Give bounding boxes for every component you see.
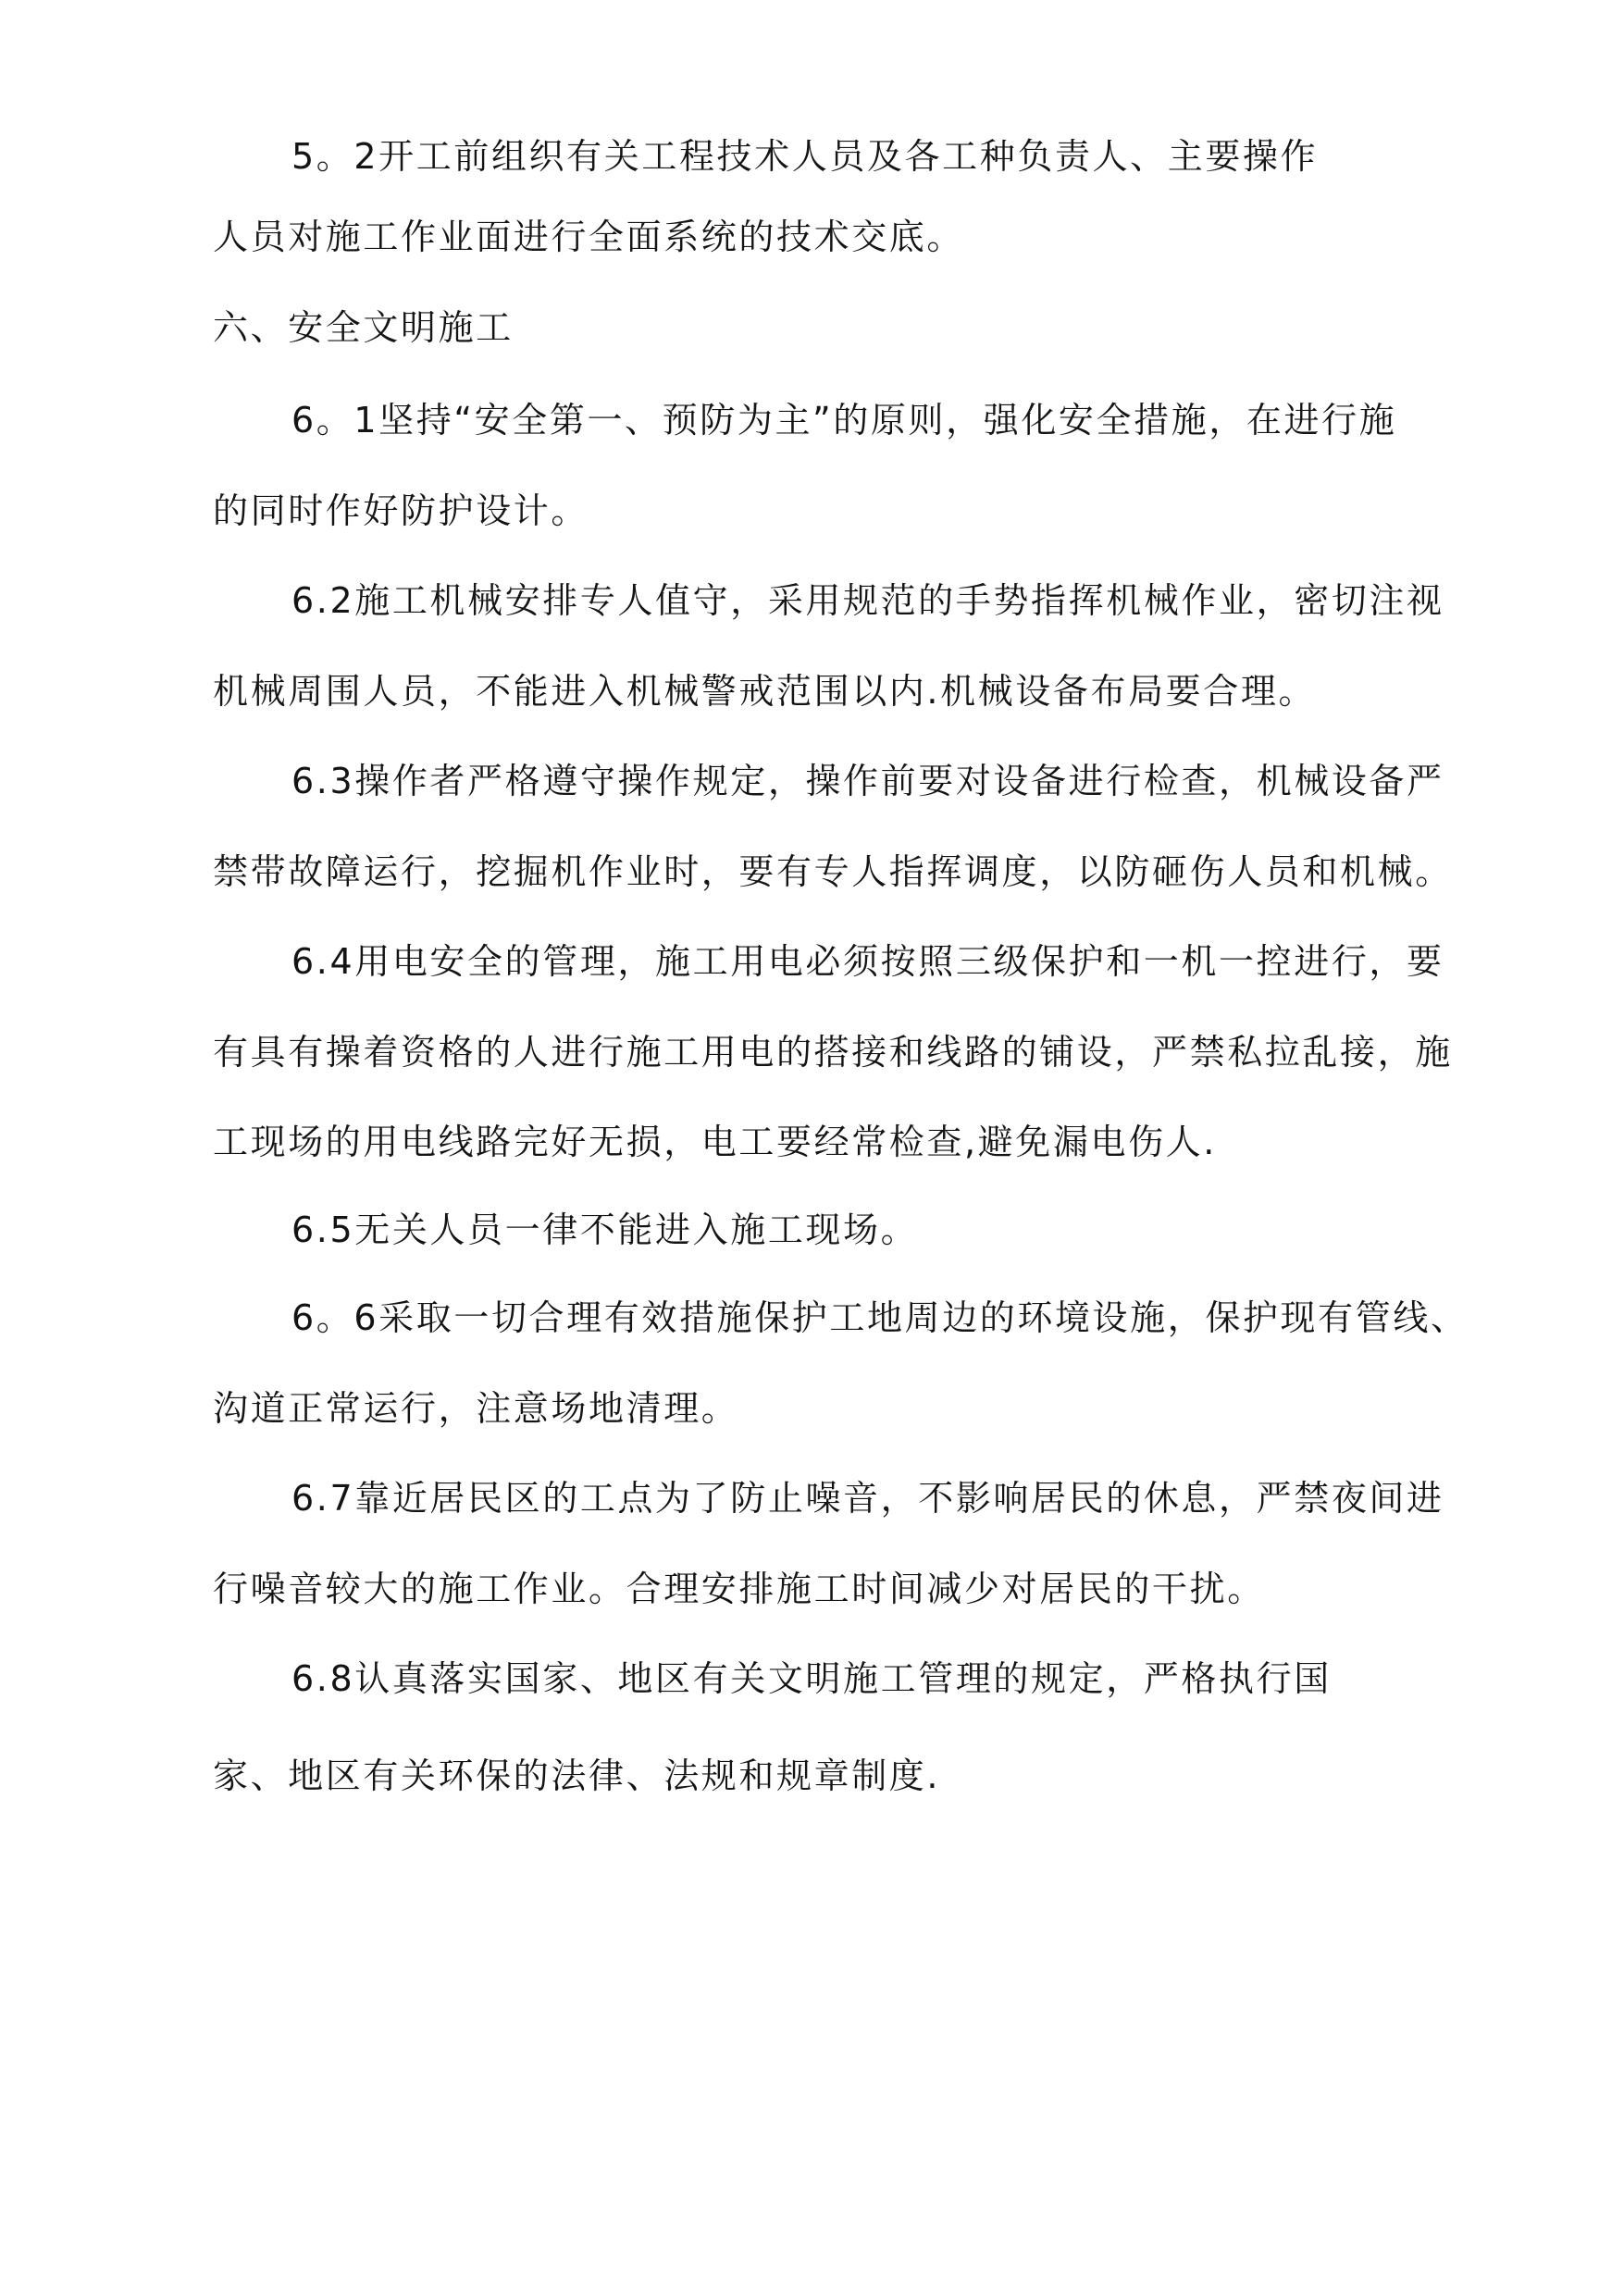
paragraph-6-4-line-1: 6.4用电安全的管理，施工用电必须按照三级保护和一机一控进行，要: [291, 941, 1444, 982]
paragraph-6-7-line-2: 行噪音较大的施工作业。合理安排施工时间减少对居民的干扰。: [213, 1569, 1265, 1609]
section-heading-safety: 六、安全文明施工: [213, 307, 514, 348]
paragraph-5-2-line-1: 5。2开工前组织有关工程技术人员及各工种负责人、主要操作: [291, 136, 1319, 177]
paragraph-6-1-line-2: 的同时作好防护设计。: [213, 490, 589, 531]
paragraph-6-5-line-1: 6.5无关人员一律不能进入施工现场。: [291, 1210, 919, 1250]
paragraph-6-6-line-2: 沟道正常运行，注意场地清理。: [213, 1388, 739, 1429]
paragraph-6-2-line-1: 6.2施工机械安排专人值守，采用规范的手势指挥机械作业，密切注视: [291, 580, 1444, 621]
paragraph-5-2-line-2: 人员对施工作业面进行全面系统的技术交底。: [213, 217, 965, 257]
paragraph-6-4-line-3: 工现场的用电线路完好无损，电工要经常检查,避免漏电伤人.: [213, 1122, 1217, 1162]
paragraph-6-7-line-1: 6.7靠近居民区的工点为了防止噪音，不影响居民的休息，严禁夜间进: [291, 1478, 1444, 1519]
paragraph-6-8-line-1: 6.8认真落实国家、地区有关文明施工管理的规定，严格执行国: [291, 1658, 1332, 1699]
paragraph-6-2-line-2: 机械周围人员，不能进入机械警戒范围以内.机械设备布局要合理。: [213, 671, 1317, 712]
paragraph-6-3-line-1: 6.3操作者严格遵守操作规定，操作前要对设备进行检查，机械设备严: [291, 761, 1444, 801]
paragraph-6-6-line-1: 6。6采取一切合理有效措施保护工地周边的环境设施，保护现有管线、: [291, 1297, 1469, 1338]
paragraph-6-8-line-2: 家、地区有关环保的法律、法规和规章制度.: [213, 1755, 941, 1796]
paragraph-6-1-line-1: 6。1坚持“安全第一、预防为主”的原则，强化安全措施，在进行施: [291, 400, 1397, 440]
paragraph-6-3-line-2: 禁带故障运行，挖掘机作业时，要有专人指挥调度，以防砸伤人员和机械。: [213, 851, 1453, 892]
paragraph-6-4-line-2: 有具有操着资格的人进行施工用电的搭接和线路的铺设，严禁私拉乱接，施: [213, 1032, 1453, 1073]
